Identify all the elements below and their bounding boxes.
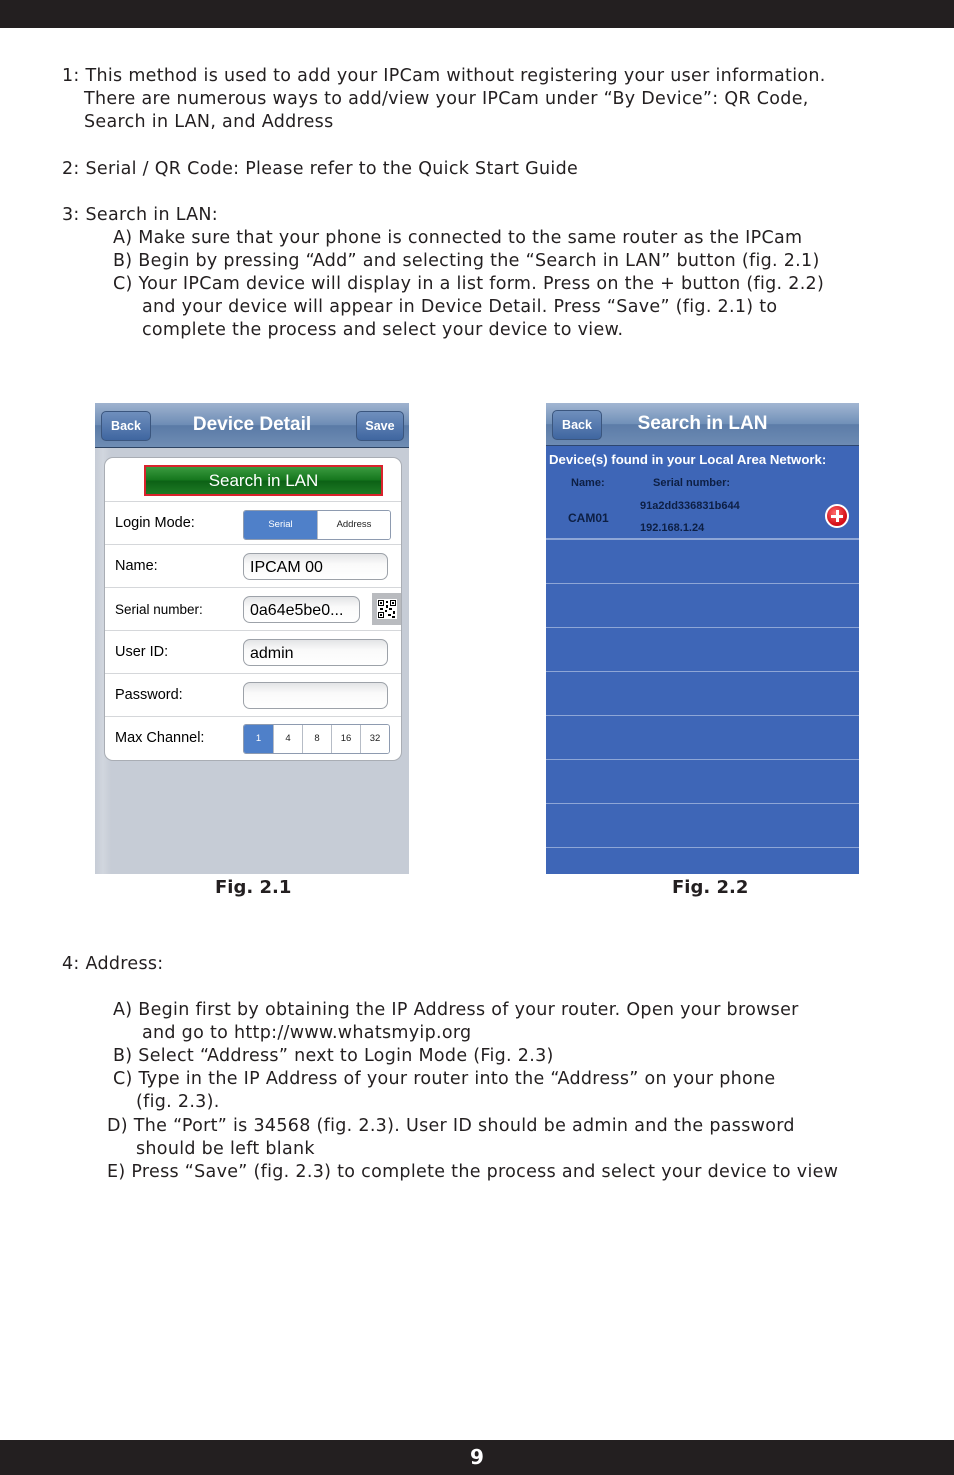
password-label: Password: <box>115 687 183 703</box>
name-header: Name: <box>571 477 605 489</box>
userid-row <box>105 630 401 674</box>
fig-2-1-caption: Fig. 2.1 <box>215 877 292 898</box>
channel-1[interactable]: 1 <box>244 725 273 753</box>
password-field[interactable] <box>243 682 388 709</box>
device-name: CAM01 <box>568 511 609 525</box>
name-label: Name: <box>115 558 158 574</box>
max-channel-row <box>105 716 401 760</box>
back-button[interactable]: Back <box>101 411 151 441</box>
save-button[interactable]: Save <box>356 411 404 441</box>
search-row <box>105 458 401 501</box>
step-1-line-3: Search in LAN, and Address <box>84 112 334 132</box>
add-icon[interactable] <box>825 504 849 528</box>
empty-list-row <box>546 539 859 583</box>
empty-list-row <box>546 627 859 671</box>
empty-list-row <box>546 847 859 874</box>
step-4e: E) Press “Save” (fig. 2.3) to complete the process and select your device to view <box>107 1162 839 1182</box>
login-mode-serial[interactable]: Serial <box>244 511 317 539</box>
empty-list-row <box>546 803 859 847</box>
step-3c-line-1: C) Your IPCam device will display in a list form. Press on the + button (fig. 2.2) <box>113 274 825 294</box>
nav-title: Device Detail <box>192 414 312 435</box>
found-title: Device(s) found in your Local Area Network: <box>549 452 827 467</box>
nav-bar <box>546 403 859 446</box>
login-mode-selector <box>243 510 391 540</box>
empty-list-row <box>546 715 859 759</box>
step-3c-line-3: complete the process and select your device to view. <box>142 320 624 340</box>
max-channel-selector <box>243 724 390 754</box>
step-4c-line-2: (fig. 2.3). <box>136 1092 220 1112</box>
step-4a-line-1: A) Begin first by obtaining the IP Address of your router. Open your browser <box>113 1000 799 1020</box>
qr-code-icon[interactable] <box>372 593 402 625</box>
login-mode-row <box>105 501 401 545</box>
serial-header: Serial number: <box>653 477 731 489</box>
fig-2-2-caption: Fig. 2.2 <box>672 877 749 898</box>
empty-list-row <box>546 583 859 627</box>
nav-bar <box>95 403 409 448</box>
password-row <box>105 673 401 717</box>
search-in-lan-screenshot <box>546 403 859 874</box>
empty-list-row <box>546 671 859 715</box>
serial-field[interactable]: 0a64e5be0... <box>243 596 360 623</box>
userid-field[interactable]: admin <box>243 639 388 666</box>
page-number: 9 <box>0 1440 954 1475</box>
serial-label: Serial number: <box>115 602 203 617</box>
top-bar <box>0 0 954 28</box>
search-in-lan-button[interactable]: Search in LAN <box>144 465 383 496</box>
channel-4[interactable]: 4 <box>273 725 302 753</box>
found-device-section <box>546 446 859 539</box>
serial-row <box>105 587 401 631</box>
step-4b: B) Select “Address” next to Login Mode (Fig. 2.3) <box>113 1046 554 1066</box>
login-mode-label: Login Mode: <box>115 515 195 531</box>
channel-8[interactable]: 8 <box>302 725 331 753</box>
step-3b: B) Begin by pressing “Add” and selecting the “Search in LAN” button (fig. 2.1) <box>113 251 820 271</box>
step-4a-line-2: and go to http://www.whatsmyip.org <box>142 1023 472 1043</box>
step-3a: A) Make sure that your phone is connected to the same router as the IPCam <box>113 228 803 248</box>
name-field[interactable]: IPCAM 00 <box>243 553 388 580</box>
back-button[interactable]: Back <box>552 410 602 440</box>
nav-title: Search in LAN <box>637 413 768 434</box>
step-3c-line-2: and your device will appear in Device Detail. Press “Save” (fig. 2.1) to <box>142 297 778 317</box>
step-1-line-1: 1: This method is used to add your IPCam without registering your user information. <box>62 66 826 86</box>
device-form <box>104 457 402 761</box>
channel-32[interactable]: 32 <box>360 725 389 753</box>
empty-list-row <box>546 759 859 803</box>
step-1-line-2: There are numerous ways to add/view your IPCam under “By Device”: QR Code, <box>84 89 809 109</box>
step-4d-line-1: D) The “Port” is 34568 (fig. 2.3). User ID should be admin and the password <box>107 1116 795 1136</box>
step-3-heading: 3: Search in LAN: <box>62 205 219 225</box>
max-channel-label: Max Channel: <box>115 730 205 746</box>
name-row <box>105 544 401 588</box>
device-ip: 192.168.1.24 <box>640 522 705 534</box>
login-mode-address[interactable]: Address <box>317 511 390 539</box>
channel-16[interactable]: 16 <box>331 725 360 753</box>
device-serial: 91a2dd336831b644 <box>640 500 740 512</box>
step-4d-line-2: should be left blank <box>136 1139 315 1159</box>
step-2: 2: Serial / QR Code: Please refer to the Quick Start Guide <box>62 159 579 179</box>
device-detail-screenshot <box>95 403 409 874</box>
step-4-heading: 4: Address: <box>62 954 164 974</box>
step-4c-line-1: C) Type in the IP Address of your router into the “Address” on your phone <box>113 1069 776 1089</box>
userid-label: User ID: <box>115 644 169 660</box>
